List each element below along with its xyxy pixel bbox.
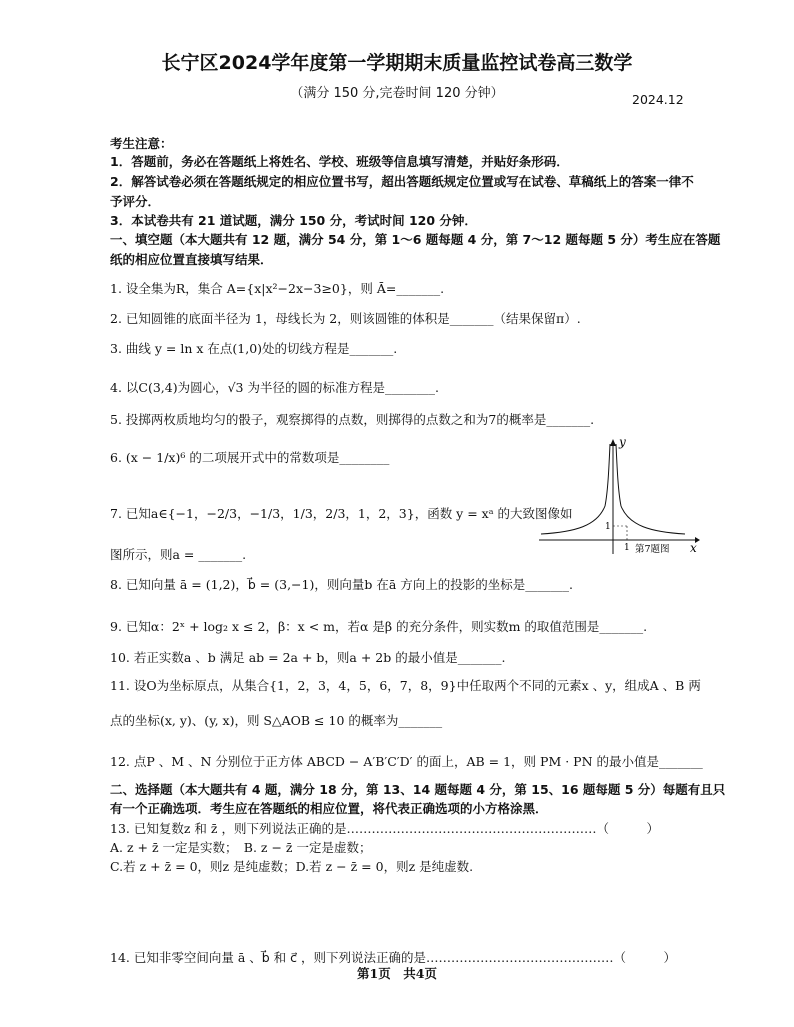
question-5: 5. 投掷两枚质地均匀的骰子，观察掷得的点数，则掷得的点数之和为7的概率是_______. (110, 412, 595, 427)
section2-heading: 二、选择题（本大题共有 4 题，满分 18 分，第 13、14 题每题 4 分，第 15、16 题每题 5 分）每题有且只 (110, 782, 726, 797)
notice-heading: 考生注意： (110, 136, 173, 151)
question-11: 11. 设O为坐标原点，从集合{1，2，3，4，5，6，7，8，9}中任取两个不同的元素x 、y，组成A 、B 两 (110, 678, 701, 693)
figure-caption: 第7题图 (635, 544, 670, 555)
question-4: 4. 以C(3,4)为圆心，√3 为半径的圆的标准方程是________. (110, 380, 439, 395)
question-10: 10. 若正实数a 、b 满足 ab = 2a + b，则a + 2b 的最小值是_______. (110, 650, 506, 665)
question-13-options-cd: C.若 z + z̄ = 0，则z 是纯虚数；D.若 z − z̄ = 0，则z 是纯虚数. (110, 859, 474, 874)
notice-item-1: 1．答题前，务必在答题纸上将姓名、学校、班级等信息填写清楚，并贴好条形码． (110, 154, 569, 169)
question-7-cont: 图所示，则a = _______. (110, 547, 247, 562)
question-13: 13. 已知复数z 和 z̄ ，则下列说法正确的是……………………………………………………（ ） (110, 821, 659, 836)
page-footer: 第1页 共4页 (357, 966, 437, 981)
page-title: 长宁区2024学年度第一学期期末质量监控试卷高三数学 (161, 52, 633, 74)
curve-left-branch (541, 444, 610, 534)
question-7: 7. 已知a∈{−1，−2/3，−1/3，1/3，2/3，1，2，3}，函数 y = xᵃ 的大致图像如 (110, 506, 573, 521)
y-axis-label: y (619, 436, 626, 449)
notice-item-2-cont: 予评分． (110, 194, 161, 209)
question-8: 8. 已知向量 ā = (1,2)，b⃗ = (3,−1)，则向量b 在ā 方向上的投影的坐标是_______. (110, 577, 573, 592)
power-function-graph (535, 436, 700, 556)
question-1: 1. 设全集为R，集合 A={x|x²−2x−3≥0}，则 Ā=_______. (110, 281, 445, 296)
question-14: 14. 已知非零空间向量 ā 、b⃗ 和 c⃗ ，则下列说法正确的是………………………………………（ ） (110, 950, 676, 965)
question-6: 6. (x − 1/x)⁶ 的二项展开式中的常数项是________ (110, 450, 390, 465)
x-axis-label: x (690, 541, 697, 555)
exam-info: （满分 150 分,完卷时间 120 分钟） (290, 86, 504, 101)
y-axis-arrow (610, 439, 616, 446)
section1-heading: 一、填空题（本大题共有 12 题，满分 54 分，第 1～6 题每题 4 分，第 7～12 题每题 5 分）考生应在答题 (110, 232, 721, 247)
question-12: 12. 点P 、M 、N 分别位于正方体 ABCD − A′B′C′D′ 的面上，AB = 1，则 PM · PN 的最小值是_______ (110, 754, 703, 769)
section1-heading-cont: 纸的相应位置直接填写结果． (110, 252, 273, 267)
notice-item-3: 3．本试卷共有 21 道试题，满分 150 分，考试时间 120 分钟． (110, 213, 477, 228)
x-tick-1: 1 (624, 543, 630, 553)
y-tick-1: 1 (605, 522, 611, 532)
question-2: 2. 已知圆锥的底面半径为 1，母线长为 2，则该圆锥的体积是_______（结果保留π）. (110, 311, 581, 326)
question-13-options-ab: A. z + z̄ 一定是实数； B. z − z̄ 一定是虚数； (110, 840, 372, 855)
curve-right-branch (616, 444, 685, 534)
question-9: 9. 已知α：2ˣ + log₂ x ≤ 2，β：x < m，若α 是β 的充分条件，则实数m 的取值范围是_______. (110, 619, 648, 634)
question-3: 3. 曲线 y = ln x 在点(1,0)处的切线方程是_______. (110, 341, 398, 356)
section2-heading-cont: 有一个正确选项．考生应在答题纸的相应位置，将代表正确选项的小方格涂黑． (110, 801, 548, 816)
notice-item-2: 2．解答试卷必须在答题纸规定的相应位置书写，超出答题纸规定位置或写在试卷、草稿纸上的答案一律不 (110, 174, 694, 189)
question-11-cont: 点的坐标(x, y)、(y, x)，则 S△AOB ≤ 10 的概率为_______ (110, 713, 443, 728)
exam-date: 2024.12 (632, 92, 684, 107)
